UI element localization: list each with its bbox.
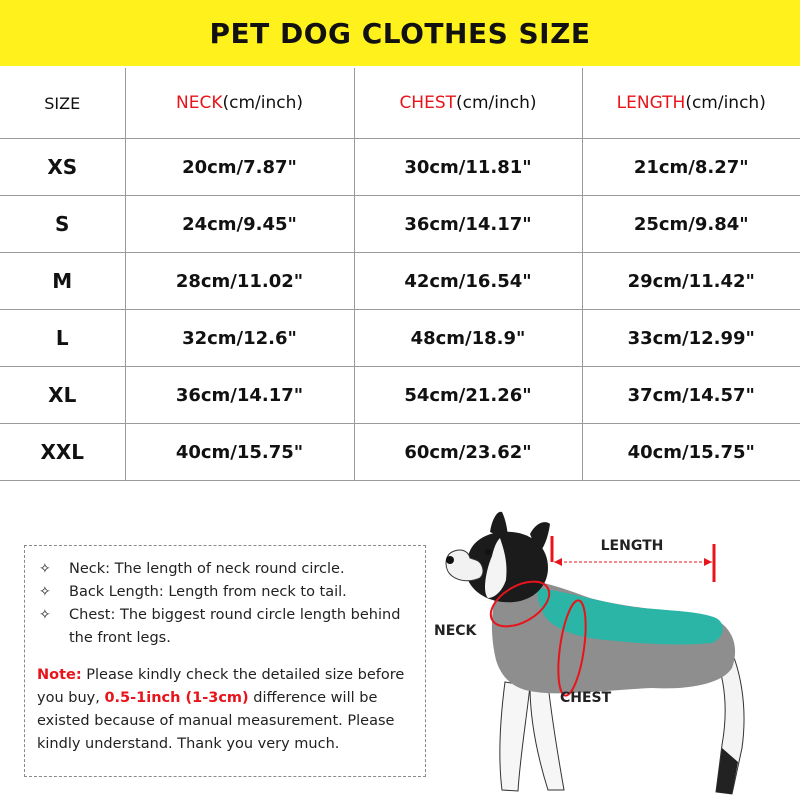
table-row xyxy=(0,367,800,424)
page-title: PET DOG CLOTHES SIZE xyxy=(209,16,591,50)
length-cell: 40cm/15.75" xyxy=(582,424,800,481)
chest-cell: 42cm/16.54" xyxy=(354,253,582,310)
header-chest-label: CHEST xyxy=(399,93,457,113)
neck-cell: 32cm/12.6" xyxy=(125,310,354,367)
header-unit: (cm/inch) xyxy=(222,93,303,113)
size-cell: M xyxy=(0,253,125,310)
size-cell: XS xyxy=(0,139,125,196)
note-neck: ✧ Neck: The length of neck round circle. xyxy=(37,558,425,581)
sparkle-icon: ✧ xyxy=(39,561,51,577)
sparkle-icon: ✧ xyxy=(39,584,51,600)
table-row xyxy=(0,196,800,253)
header-unit: (cm/inch) xyxy=(685,93,766,113)
table-row xyxy=(0,139,800,196)
header-chest xyxy=(354,68,582,139)
title-banner xyxy=(0,0,800,66)
notes-list xyxy=(37,558,425,650)
table-row xyxy=(0,253,800,310)
chest-cell: 60cm/23.62" xyxy=(354,424,582,481)
size-cell: L xyxy=(0,310,125,367)
header-neck xyxy=(125,68,354,139)
sparkle-icon: ✧ xyxy=(39,607,51,623)
header-neck-label: NECK xyxy=(175,93,223,113)
chest-label: CHEST xyxy=(560,690,612,706)
header-length-label: LENGTH xyxy=(616,93,686,113)
dog-illustration xyxy=(430,500,800,800)
length-cell: 21cm/8.27" xyxy=(582,139,800,196)
header-length xyxy=(582,68,800,139)
table-row xyxy=(0,424,800,481)
chest-cell: 48cm/18.9" xyxy=(354,310,582,367)
chest-cell: 30cm/11.81" xyxy=(354,139,582,196)
dog-measurement-figure xyxy=(430,500,800,800)
length-cell: 25cm/9.84" xyxy=(582,196,800,253)
note-back-length: ✧ Back Length: Length from neck to tail. xyxy=(37,581,425,604)
table-row xyxy=(0,310,800,367)
chest-cell: 54cm/21.26" xyxy=(354,367,582,424)
length-cell: 29cm/11.42" xyxy=(582,253,800,310)
chest-cell: 36cm/14.17" xyxy=(354,196,582,253)
neck-cell: 24cm/9.45" xyxy=(125,196,354,253)
size-table xyxy=(0,68,800,481)
neck-label: NECK xyxy=(434,623,477,639)
size-cell: XL xyxy=(0,367,125,424)
table-header-row xyxy=(0,68,800,139)
size-cell: XXL xyxy=(0,424,125,481)
note-chest: ✧ Chest: The biggest round circle length behind the front legs. xyxy=(37,604,425,650)
measurement-notes-box xyxy=(24,545,426,777)
neck-cell: 20cm/7.87" xyxy=(125,139,354,196)
length-cell: 33cm/12.99" xyxy=(582,310,800,367)
neck-cell: 28cm/11.02" xyxy=(125,253,354,310)
size-disclaimer: Note: Please kindly check the detailed size before you buy, 0.5-1inch (1-3cm) difference will be existed because of manual measurement. Please kindly understand. Thank you very much. xyxy=(37,667,405,752)
note-label: Note: xyxy=(37,667,82,683)
difference-highlight: 0.5-1inch (1-3cm) xyxy=(104,690,249,706)
neck-cell: 40cm/15.75" xyxy=(125,424,354,481)
header-size: SIZE xyxy=(0,68,125,139)
header-unit: (cm/inch) xyxy=(456,93,537,113)
neck-cell: 36cm/14.17" xyxy=(125,367,354,424)
size-cell: S xyxy=(0,196,125,253)
length-label: LENGTH xyxy=(600,538,664,554)
length-cell: 37cm/14.57" xyxy=(582,367,800,424)
